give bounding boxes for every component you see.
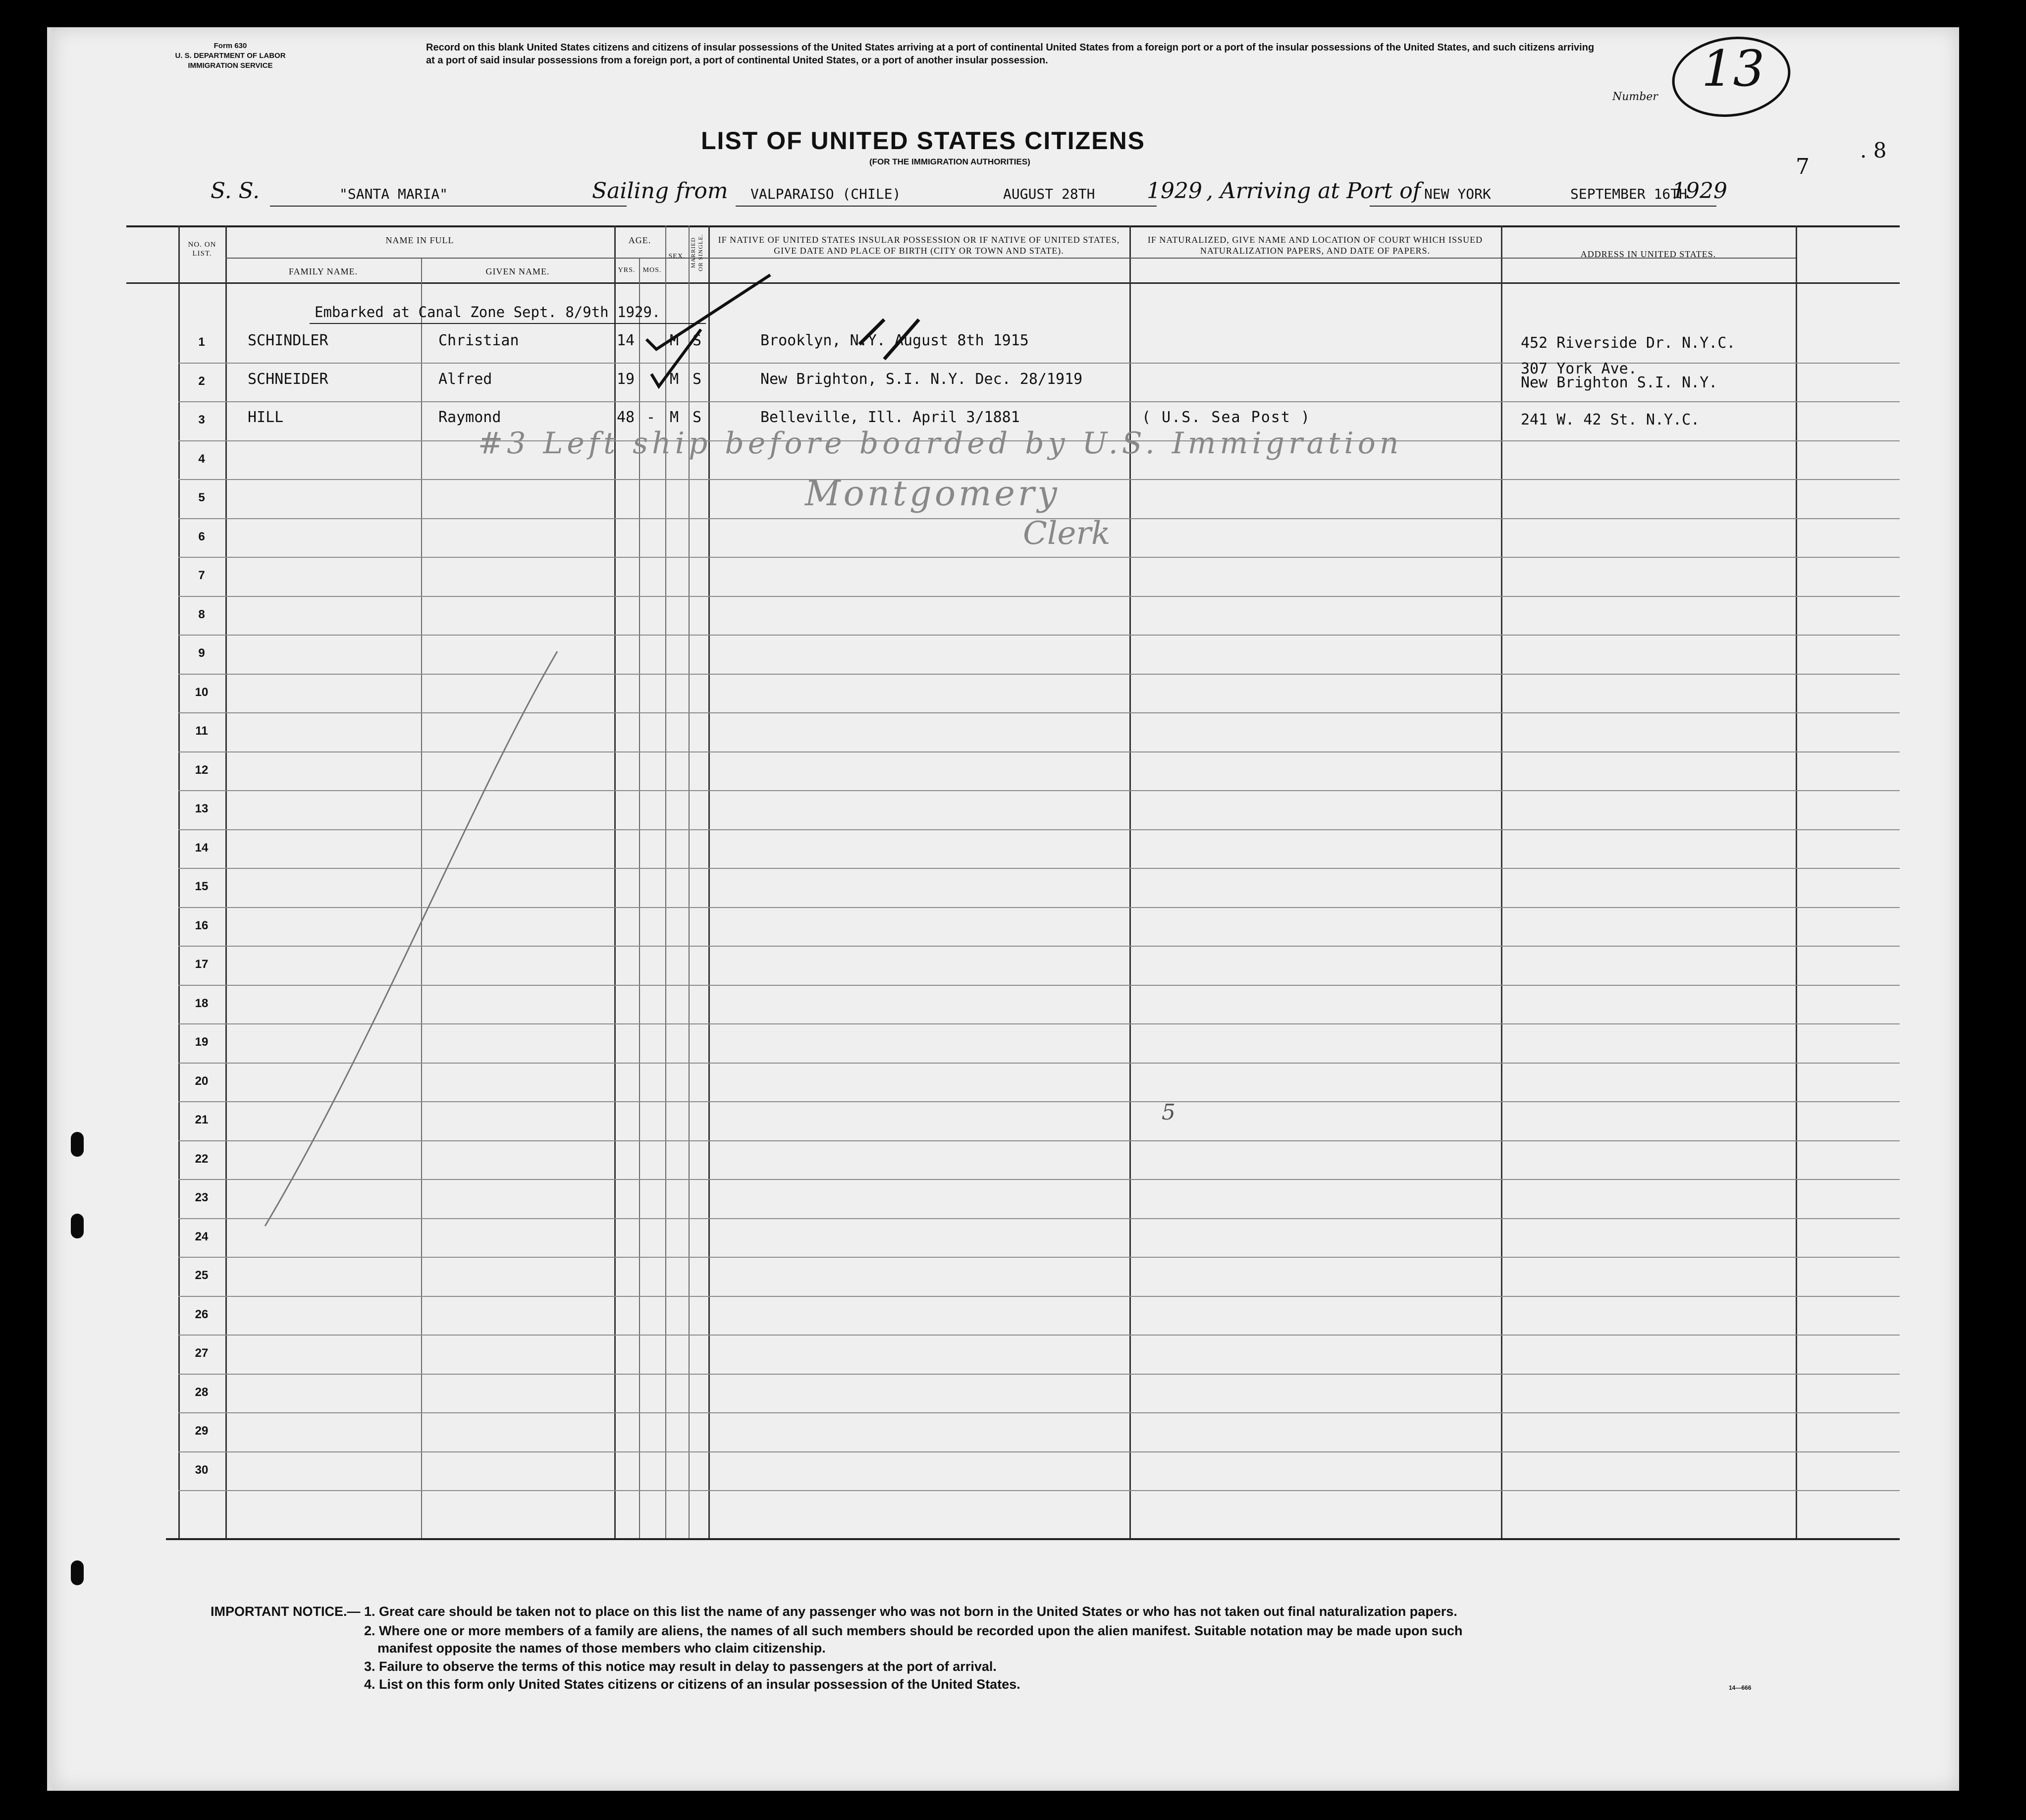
row-number: 22 bbox=[195, 1152, 209, 1166]
row-rule bbox=[178, 401, 1900, 402]
header-birth: IF NATIVE OF UNITED STATES INSULAR POSSESSION OR IF NATIVE OF UNITED STATES, GIVE DATE AND PLACE OF BIRTH (CITY OR TOWN AND STATE). bbox=[718, 235, 1120, 256]
header-family-name: FAMILY NAME. bbox=[288, 267, 358, 276]
row-number: 26 bbox=[195, 1307, 209, 1321]
sailing-label: Sailing from bbox=[592, 178, 728, 204]
ss-label: S. S. bbox=[211, 178, 260, 204]
header-married-single: MARRIED OR SINGLE. bbox=[690, 234, 704, 271]
form-info bbox=[166, 41, 295, 71]
side-mark-1: 7 bbox=[1796, 154, 1810, 179]
age-years: 19 bbox=[617, 371, 635, 388]
age-years: 14 bbox=[617, 332, 635, 349]
handwritten-signature: Montgomery bbox=[805, 473, 1060, 514]
marital-status: S bbox=[693, 409, 702, 426]
row-number: 16 bbox=[195, 918, 209, 932]
row-number: 27 bbox=[195, 1346, 209, 1360]
page-title: LIST OF UNITED STATES CITIZENS bbox=[701, 127, 1146, 155]
arriving-label: , Arriving at Port of bbox=[1206, 178, 1421, 204]
naturalization: ( U.S. Sea Post ) bbox=[1142, 409, 1311, 426]
row-rule bbox=[178, 1412, 1900, 1413]
arrival-year: 1929 bbox=[1672, 178, 1727, 204]
departure-underline bbox=[988, 206, 1157, 207]
ship-underline bbox=[270, 206, 627, 207]
birth-info: Brooklyn, N.Y. August 8th 1915 bbox=[760, 332, 1029, 349]
departure-year: 1929 bbox=[1147, 178, 1202, 204]
stray-mark: 5 bbox=[1162, 1100, 1175, 1125]
header-sex: SEX. bbox=[668, 253, 686, 260]
address-line-2: New Brighton S.I. N.Y. bbox=[1521, 374, 1718, 391]
service: IMMIGRATION SERVICE bbox=[188, 61, 273, 70]
notice-item: 4. List on this form only United States citizens or citizens of an insular possession of the United States. bbox=[364, 1677, 1020, 1692]
arrival-date: SEPTEMBER 16TH bbox=[1570, 186, 1688, 202]
given-name: Alfred bbox=[438, 371, 492, 388]
binder-hole bbox=[71, 1132, 84, 1157]
row-number: 3 bbox=[198, 413, 205, 427]
row-number: 10 bbox=[195, 685, 209, 699]
row-number: 2 bbox=[198, 374, 205, 388]
address: 307 York Ave. bbox=[1521, 360, 1637, 377]
handwritten-clerk: Clerk bbox=[1023, 515, 1111, 552]
row-number: 7 bbox=[198, 569, 205, 582]
ship-name: "SANTA MARIA" bbox=[339, 186, 448, 202]
notice-item: manifest opposite the names of those members who claim citizenship. bbox=[377, 1641, 826, 1656]
row-number: 14 bbox=[195, 841, 209, 855]
row-number: 15 bbox=[195, 880, 209, 893]
arrival-port: NEW YORK bbox=[1424, 186, 1491, 202]
sex: M bbox=[670, 409, 679, 426]
notice-item: 1. Great care should be taken not to place on this list the name of any passenger who was not born in the United States or who has not taken out final naturalization papers. bbox=[364, 1604, 1457, 1619]
handwritten-annotation: #3 Left ship before boarded by U.S. Immigration bbox=[478, 426, 1403, 461]
manifest-page bbox=[47, 27, 1959, 1791]
header-yrs: YRS. bbox=[618, 267, 636, 274]
row-rule bbox=[178, 596, 1900, 597]
row-rule bbox=[178, 1490, 1900, 1491]
row-number: 24 bbox=[195, 1230, 209, 1243]
row-number: 25 bbox=[195, 1269, 209, 1282]
row-number: 12 bbox=[195, 763, 209, 777]
row-rule bbox=[178, 363, 1900, 364]
check-marks bbox=[622, 265, 968, 414]
sex: M bbox=[670, 332, 679, 349]
family-name: HILL bbox=[248, 409, 284, 426]
binder-hole bbox=[71, 1560, 84, 1585]
header-name-in-full: NAME IN FULL bbox=[385, 235, 454, 245]
row-rule bbox=[178, 557, 1900, 558]
embarked-note: Embarked at Canal Zone Sept. 8/9th 1929. bbox=[315, 304, 661, 321]
header-naturalized: IF NATURALIZED, GIVE NAME AND LOCATION OF COURT WHICH ISSUED NATURALIZATION PAPERS, AND DATE OF PAPERS. bbox=[1147, 235, 1483, 256]
row-number: 9 bbox=[198, 646, 205, 660]
given-name: Christian bbox=[438, 332, 519, 349]
row-rule bbox=[178, 1451, 1900, 1452]
row-number: 5 bbox=[198, 491, 205, 504]
sex: M bbox=[670, 371, 679, 388]
header-mos: MOS. bbox=[642, 267, 662, 274]
header-age: AGE. bbox=[628, 235, 651, 245]
marital-status: S bbox=[693, 332, 702, 349]
form-instructions: Record on this blank United States citizens and citizens of insular possessions of the United States arriving at a port of continental United States from a foreign port or a port of the insular possessions of the United States, and such citizens arriving at a port of said insular possessions from a foreign port, a port of continental United States, or a port of another insular possession. bbox=[426, 42, 1595, 66]
row-number: 1 bbox=[198, 335, 205, 349]
side-mark-2: . 8 bbox=[1860, 138, 1887, 162]
departure-date: AUGUST 28TH bbox=[1003, 186, 1095, 202]
page-subtitle: (FOR THE IMMIGRATION AUTHORITIES) bbox=[869, 157, 1030, 166]
address: 452 Riverside Dr. N.Y.C. bbox=[1521, 334, 1736, 352]
row-number: 8 bbox=[198, 607, 205, 621]
given-name: Raymond bbox=[438, 409, 501, 426]
row-number: 23 bbox=[195, 1191, 209, 1204]
diagonal-pen-stroke bbox=[225, 646, 572, 1241]
header-no-on-list: NO. ON LIST. bbox=[188, 241, 216, 258]
row-number: 13 bbox=[195, 802, 209, 815]
age-years: 48 bbox=[617, 409, 635, 426]
binder-hole bbox=[71, 1214, 84, 1238]
print-code: 14—666 bbox=[1729, 1684, 1752, 1691]
row-rule bbox=[178, 1296, 1900, 1297]
row-rule bbox=[178, 1257, 1900, 1258]
notice-item: 3. Failure to observe the terms of this notice may result in delay to passengers at the port of arrival. bbox=[364, 1659, 997, 1674]
row-number: 18 bbox=[195, 996, 209, 1010]
row-number: 29 bbox=[195, 1424, 209, 1438]
row-number: 30 bbox=[195, 1463, 209, 1477]
row-rule bbox=[178, 1374, 1900, 1375]
family-name: SCHNEIDER bbox=[248, 371, 328, 388]
header-address: ADDRESS IN UNITED STATES. bbox=[1580, 249, 1716, 259]
row-number: 28 bbox=[195, 1385, 209, 1399]
arrival-underline bbox=[1370, 206, 1716, 207]
from-port: VALPARAISO (CHILE) bbox=[750, 186, 901, 202]
row-number: 4 bbox=[198, 452, 205, 466]
row-number: 19 bbox=[195, 1035, 209, 1049]
age-months: - bbox=[646, 409, 656, 426]
marital-status: S bbox=[693, 371, 702, 388]
birth-info: New Brighton, S.I. N.Y. Dec. 28/1919 bbox=[760, 371, 1083, 388]
department: U. S. DEPARTMENT OF LABOR bbox=[175, 52, 286, 60]
row-rule bbox=[178, 635, 1900, 636]
birth-info: Belleville, Ill. April 3/1881 bbox=[760, 409, 1020, 426]
form-number: Form 630 bbox=[213, 42, 247, 50]
from-port-underline bbox=[736, 206, 1013, 207]
row-rule bbox=[178, 1335, 1900, 1336]
address: 241 W. 42 St. N.Y.C. bbox=[1521, 411, 1700, 428]
row-number: 17 bbox=[195, 958, 209, 971]
row-number: 6 bbox=[198, 530, 205, 543]
notice-heading: IMPORTANT NOTICE.— bbox=[211, 1604, 361, 1619]
row-number: 11 bbox=[195, 724, 208, 738]
number-label: Number bbox=[1612, 91, 1658, 103]
row-number: 20 bbox=[195, 1074, 209, 1088]
header-given-name: GIVEN NAME. bbox=[485, 267, 550, 276]
family-name: SCHINDLER bbox=[248, 332, 328, 349]
number-value: 13 bbox=[1702, 40, 1765, 98]
row-number: 21 bbox=[195, 1113, 209, 1126]
notice-item: 2. Where one or more members of a family are aliens, the names of all such members should be recorded upon the alien manifest. Suitable notation may be made upon such bbox=[364, 1623, 1463, 1638]
